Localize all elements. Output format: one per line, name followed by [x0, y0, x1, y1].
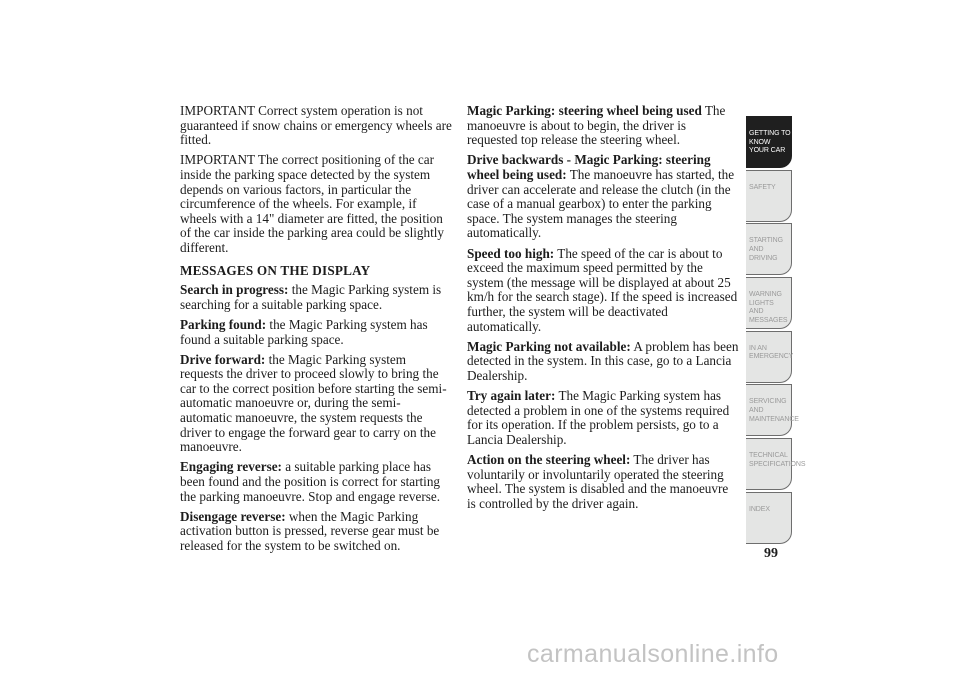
- message-description: The Magic Parking system has detected a problem in one of the systems required for its operation. If the problem persists, go to a Lancia Dealership.: [467, 388, 730, 447]
- message-term: Speed too high:: [467, 245, 555, 261]
- message-entry: [180, 353, 452, 455]
- important-note-snow-chains: IMPORTANT Correct system operation is not guaranteed if snow chains or emergency wheels are fitted.: [180, 103, 452, 148]
- tab-label: DRIVING: [749, 254, 778, 262]
- message-entry: [467, 153, 739, 241]
- message-description: when the Magic Parking activation button is pressed, reverse gear must be released for the system to be switched on.: [180, 508, 440, 553]
- message-term: Try again later:: [467, 388, 556, 404]
- tab-warning-lights-and-messages[interactable]: [746, 277, 792, 329]
- tab-in-an-emergency[interactable]: [746, 331, 792, 383]
- tab-label: KNOW YOUR CAR: [749, 138, 786, 155]
- message-term: Drive forward:: [180, 351, 266, 367]
- tab-getting-to-know-your-car[interactable]: [746, 116, 792, 168]
- message-term: Magic Parking: steering wheel being used: [467, 103, 702, 118]
- message-entry: [467, 104, 739, 148]
- message-description: The manoeuvre has started, the driver can accelerate and release the clutch (in the case of a manual gearbox) to enter the parking space. The system manages the steering automatically.: [467, 166, 735, 241]
- message-term: Search in progress:: [180, 282, 289, 298]
- tab-label: SERVICING AND: [749, 398, 787, 415]
- message-entry: [467, 340, 739, 384]
- watermark: carmanualsonline.info: [527, 640, 779, 668]
- message-description: the Magic Parking system is searching for a suitable parking space.: [180, 282, 442, 312]
- tab-label: SAFETY: [749, 183, 776, 191]
- tab-starting-and-driving[interactable]: [746, 223, 792, 275]
- tab-label: STARTING AND: [749, 237, 783, 253]
- chapter-tabs: [746, 116, 806, 546]
- tab-label: TECHNICAL: [749, 452, 788, 460]
- message-description: A problem has been detected in the system. In this case, go to a Lancia Dealership.: [467, 338, 739, 383]
- tab-technical-specifications[interactable]: [746, 438, 806, 490]
- message-description: The speed of the car is about to exceed the maximum speed permitted by the system (the message will be displayed at about 25 km/h for the search stage). If the speed is increased further, the system will be deactivated automatically.: [467, 245, 738, 334]
- message-entry: [180, 460, 452, 504]
- message-description: the Magic Parking system has found a suitable parking space.: [180, 316, 428, 347]
- message-term: Parking found:: [180, 316, 267, 332]
- message-entry: [180, 510, 452, 554]
- tab-safety[interactable]: [746, 170, 792, 222]
- message-description: a suitable parking place has been found and the position is correct for starting the parking manoeuvre. Stop and engage reverse.: [180, 459, 441, 504]
- tab-label: AND MESSAGES: [749, 308, 788, 324]
- tab-servicing-and-maintenance[interactable]: [746, 384, 799, 436]
- tab-label: IN AN EMERGENCY: [749, 344, 794, 361]
- message-entry: [467, 247, 739, 335]
- message-description: The driver has voluntarily or involuntarily operated the steering wheel. The system is disabled and the manoeuvre is controlled by the driver again.: [467, 452, 729, 511]
- message-entry: [467, 453, 739, 511]
- tab-label: MAINTENANCE: [749, 415, 799, 423]
- tab-label: SPECIFICATIONS: [749, 460, 806, 468]
- tab-label: WARNING LIGHTS: [749, 291, 782, 307]
- message-entry: [180, 283, 452, 312]
- message-entry: [180, 318, 452, 347]
- important-note-wheel-position: IMPORTANT The correct positioning of the car inside the parking space detected by the system depends on various factors, in particular the circumference of the wheels. For example, if wheels with a 14" diameter are fitted, the position of the car inside the parking area could be slightly different.: [180, 152, 445, 255]
- message-description: The manoeuvre is about to begin, the driver is requested top release the steering wheel.: [467, 103, 726, 148]
- message-term: Magic Parking not available:: [467, 338, 631, 354]
- left-column: [180, 104, 452, 559]
- message-description: the Magic Parking system requests the driver to proceed slowly to bring the car to the correct position before starting the semi-automatic manoeuvre or, during the semi-automatic manoeuvre, the system requests the driver to engage the forward gear to carry on the manoeuvre.: [180, 351, 447, 455]
- message-term: Drive backwards - Magic Parking: steering wheel being used:: [467, 152, 711, 182]
- message-term: Action on the steering wheel:: [467, 452, 631, 468]
- message-entry: [467, 389, 739, 447]
- right-column: [467, 104, 739, 517]
- tab-index[interactable]: [746, 492, 792, 544]
- tab-label: GETTING TO: [749, 130, 791, 137]
- page-number: 99: [764, 546, 778, 561]
- tab-label: INDEX: [749, 505, 770, 513]
- section-heading: MESSAGES ON THE DISPLAY: [180, 262, 371, 278]
- message-term: Disengage reverse:: [180, 508, 286, 524]
- message-term: Engaging reverse:: [180, 459, 282, 475]
